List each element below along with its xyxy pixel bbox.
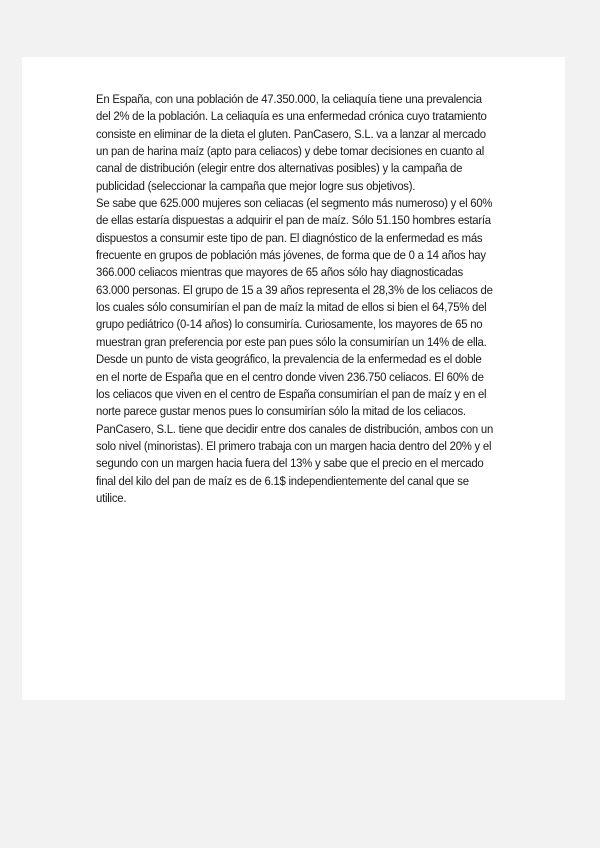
paragraph-geography: Desde un punto de vista geográfico, la prevalencia de la enfermedad es el doble en el norte de España que en el centro donde viven 236.750 celiacos. El 60% de los celiacos que viven en el centro de España consumirían el pan de maíz y en el norte parece gustar menos pues lo consumirían sólo la mitad de los celiacos. xyxy=(96,352,487,419)
paragraph-intro: En España, con una población de 47.350.000, la celiaquía tiene una prevalencia del 2% de la población. La celiaquía es una enfermedad crónica cuyo tratamiento consiste en eliminar de la dieta el gluten. PanCasero, S.L. va a lanzar al mercado un pan de harina maíz (apto para celiacos) y debe tomar decisiones en cuanto al canal de distribución (elegir entre dos alternativas posibles) y la campaña de publicidad (seleccionar la campaña que mejor logre sus objetivos). xyxy=(96,92,487,193)
paragraph-segments: Se sabe que 625.000 mujeres son celiacas (el segmento más numeroso) y el 60% de ellas estaría dispuestas a adquirir el pan de maíz. Sólo 51.150 hombres estaría dispuestos a consumir este tipo de pan. El diagnóstico de la enfermedad es más frecuente en grupos de población más jóvenes, de forma que de 0 a 14 años hay 366.000 celiacos mientras que mayores de 65 años sólo hay diagnosticadas 63.000 personas. El grupo de 15 a 39 años representa el 28,3% de los celiacos de los cuales sólo consumirían el pan de maíz la mitad de ellos si bien el 64,75% del grupo pediátrico (0-14 años) lo consumiría. Curiosamente, los mayores de 65 no muestran gran preferencia por este pan pues sólo la consumirían un 14% de ella. xyxy=(96,196,493,349)
document-body xyxy=(96,91,496,507)
document-page xyxy=(22,57,565,700)
paragraph-distribution: PanCasero, S.L. tiene que decidir entre dos canales de distribución, ambos con un solo nivel (minoristas). El primero trabaja con un margen hacia dentro del 20% y el segundo con un margen hacia fuera del 13% y sabe que el precio en el mercado final del kilo del pan de maíz es de 6.1$ independientemente del canal que se utilice. xyxy=(96,421,494,505)
